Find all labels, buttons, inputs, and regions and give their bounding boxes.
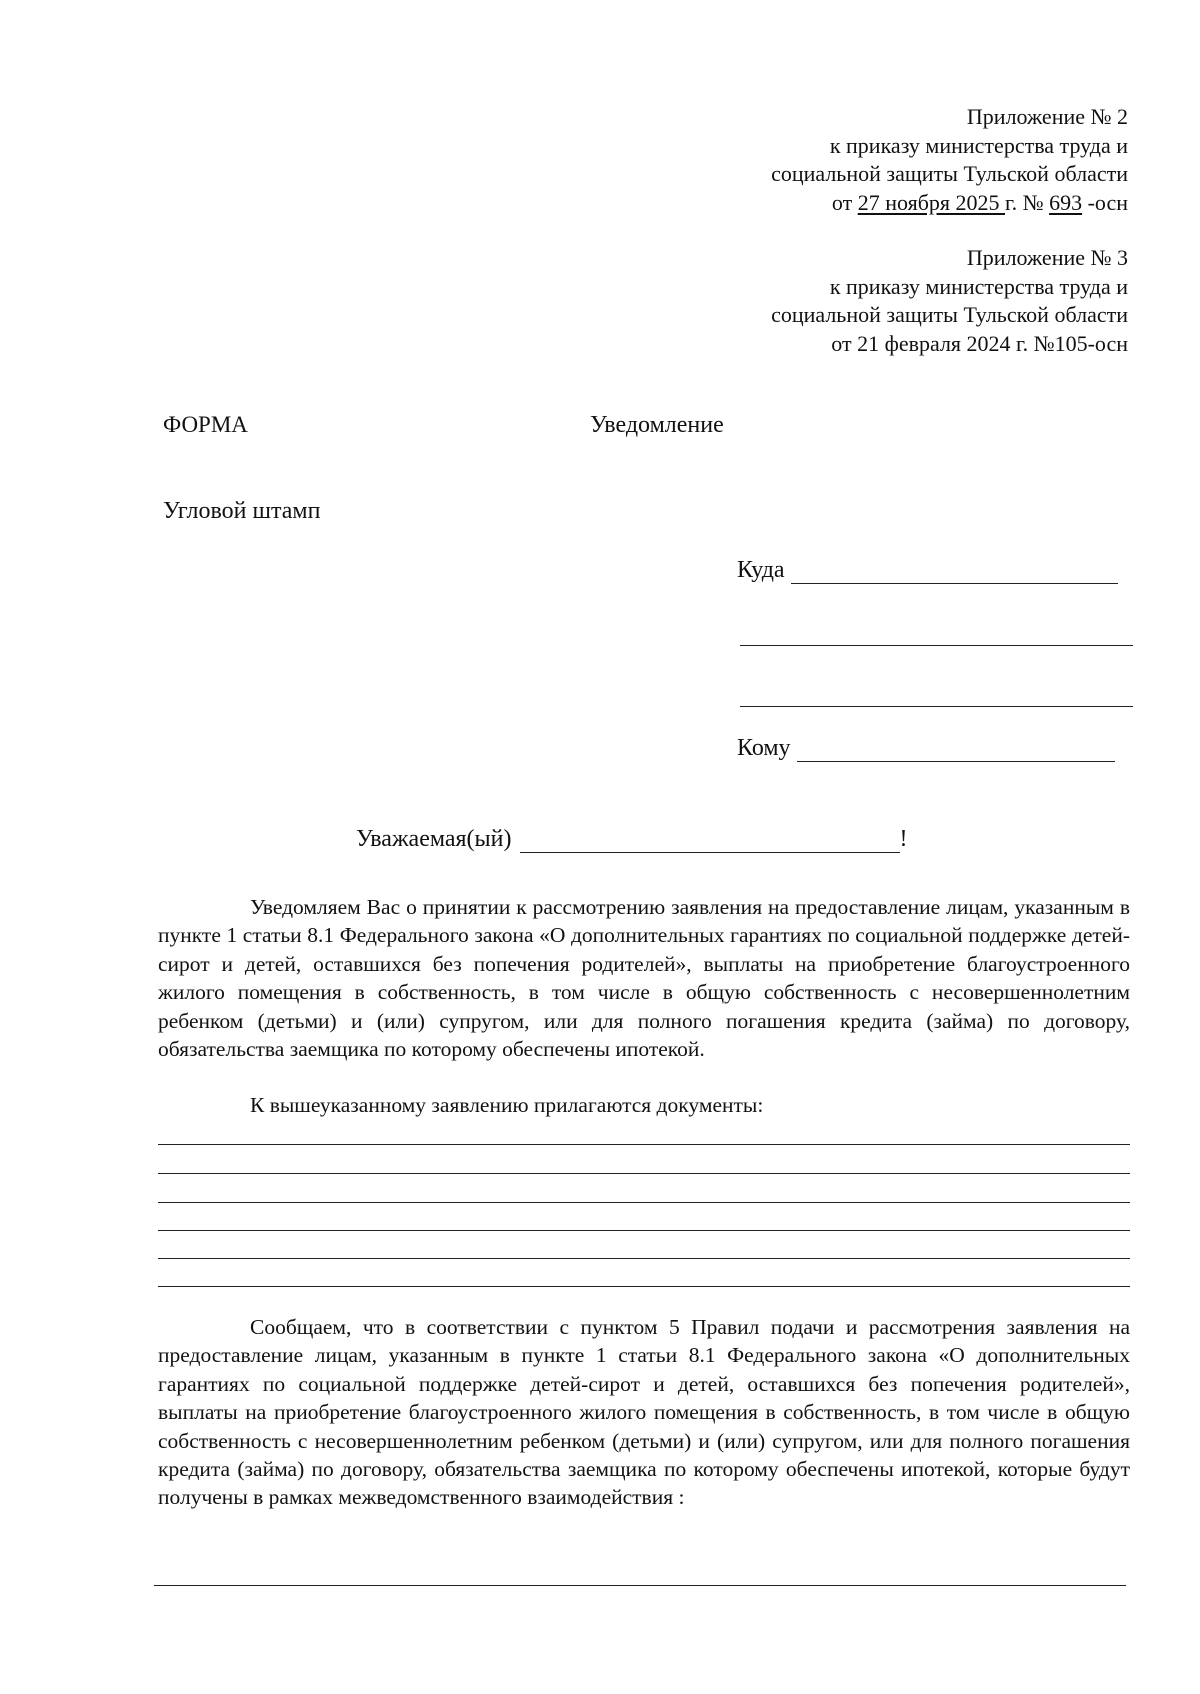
salutation-label: Уважаемая(ый) bbox=[356, 826, 512, 852]
corner-stamp-label: Угловой штамп bbox=[163, 498, 321, 524]
attachment-blank-line bbox=[158, 1286, 1130, 1287]
appendix-3-title: Приложение № 3 bbox=[966, 245, 1128, 270]
address-to-whom bbox=[737, 735, 1115, 762]
notification-paragraph bbox=[158, 893, 1130, 1063]
attachment-blank-line bbox=[158, 1144, 1130, 1145]
appendix-3-header bbox=[771, 244, 1128, 358]
address-to-where bbox=[737, 557, 1118, 584]
appendix-3-ministry-line: социальной защиты Тульской области bbox=[771, 302, 1128, 327]
salutation-blank bbox=[520, 830, 900, 853]
salutation-end: ! bbox=[899, 826, 908, 852]
appendix-2-suffix: -осн bbox=[1082, 189, 1128, 215]
appendix-3-order-line: к приказу министерства труда и bbox=[829, 273, 1128, 299]
attachment-blank-line bbox=[158, 1173, 1130, 1174]
appendix-2-from: от bbox=[831, 189, 858, 215]
salutation bbox=[356, 826, 908, 853]
appendix-2-number: 693 bbox=[1049, 189, 1083, 215]
to-where-label: Куда bbox=[737, 557, 785, 583]
document-title: Уведомление bbox=[590, 412, 724, 438]
to-where-blank bbox=[791, 561, 1118, 584]
interagency-text: Сообщаем, что в соответствии с пунктом 5 Правил подачи и рассмотрения заявления на предоставление лицам, указанным в пункте 1 статьи 8.1 Федерального закона «О дополнительных гарантиях по социальной поддержке детей-сирот и детей, оставшихся без попечения родителей», выплаты на приобретение благоустроенного жилого помещения в собственность, в том числе в общую собственность с несовершеннолетним ребенком (детьми) и (или) супругом, или для полного погашения кредита (займа) по договору, обязательства заемщика по которому обеспечены ипотекой, которые будут получены в рамках межведомственного взаимодействия : bbox=[158, 1315, 1130, 1510]
appendix-2-date-line bbox=[771, 189, 1128, 218]
appendix-2-number-prefix: г. № bbox=[1005, 189, 1050, 215]
appendix-2-title: Приложение № 2 bbox=[966, 104, 1128, 129]
appendix-2-order-line: к приказу министерства труда и bbox=[829, 132, 1128, 158]
interagency-paragraph bbox=[158, 1313, 1130, 1512]
appendix-2-date: 27 ноября 2025 bbox=[857, 189, 1006, 215]
attachment-blank-line bbox=[158, 1202, 1130, 1203]
to-whom-blank bbox=[797, 739, 1115, 762]
notification-text: Уведомляем Вас о принятии к рассмотрению заявления на предоставление лицам, указанным в пункте 1 статьи 8.1 Федерального закона «О дополнительных гарантиях по социальной поддержке детей-сирот и детей, оставшихся без попечения родителей», выплаты на приобретение благоустроенного жилого помещения в собственность, в том числе в общую собственность с несовершеннолетним ребенком (детьми) и (или) супругом, или для полного погашения кредита (займа) по договору, обязательства заемщика по которому обеспечены ипотекой. bbox=[158, 895, 1130, 1062]
to-whom-label: Кому bbox=[737, 735, 791, 761]
appendix-2-header bbox=[771, 103, 1128, 217]
form-label: ФОРМА bbox=[163, 412, 248, 437]
interagency-blank-line bbox=[154, 1585, 1126, 1586]
attachment-blank-line bbox=[158, 1230, 1130, 1231]
attachments-intro: К вышеуказанному заявлению прилагаются документы: bbox=[250, 1093, 764, 1117]
appendix-2-ministry-line: социальной защиты Тульской области bbox=[771, 161, 1128, 186]
appendix-3-date-line: от 21 февраля 2024 г. №105-осн bbox=[831, 330, 1128, 356]
address-blank-line-2 bbox=[740, 645, 1133, 646]
address-blank-line-3 bbox=[740, 706, 1133, 707]
attachment-blank-line bbox=[158, 1258, 1130, 1259]
